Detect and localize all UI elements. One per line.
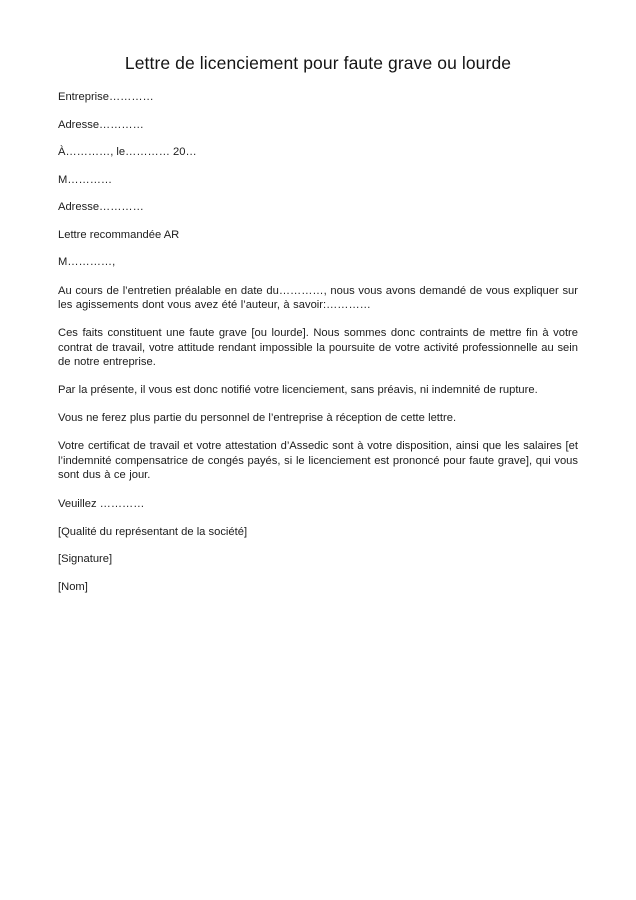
header-line-recipient: M………… — [58, 173, 113, 186]
header-line-company: Entreprise………… — [58, 91, 154, 103]
closing-signature-placeholder: [Signature] — [58, 553, 113, 566]
header-line-place-date: À…………, le………… 20… — [58, 146, 197, 158]
paragraph-notification: Par la présente, il vous est donc notifié votre licenciement, sans préavis, ni indemnité de rupture. — [58, 384, 538, 397]
closing-signatory-role: [Qualité du représentant de la société] — [58, 525, 248, 538]
salutation: M…………, — [58, 256, 116, 268]
header-line-delivery-method: Lettre recommandée AR — [58, 228, 180, 241]
letter-body-paragraphs — [58, 284, 578, 482]
paragraph-interview-summary: Au cours de l’entretien préalable en date du…………, nous vous avons demandé de vous expliquer sur les agissements dont vous avez été l’auteur, à savoir:………… — [58, 285, 578, 312]
closing-salutation: Veuillez ………… — [58, 498, 145, 511]
document-body — [58, 52, 578, 607]
paragraph-documents-and-pay: Votre certificat de travail et votre attestation d’Assedic sont à votre disposition, ainsi que les salaires [et l’indemnité compensatrice de congés payés, si le licenciement est prononcé pour faute grave], qui vous sont dus à ce jour. — [58, 440, 578, 481]
header-line-company-address: Adresse………… — [58, 118, 144, 131]
letter-header-block — [58, 90, 578, 242]
closing-name-placeholder: [Nom] — [58, 580, 88, 593]
paragraph-end-of-employment: Vous ne ferez plus partie du personnel de l’entreprise à réception de cette lettre. — [58, 412, 457, 425]
paragraph-grounds-for-dismissal: Ces faits constituent une faute grave [ou lourde]. Nous sommes donc contraints de mettre fin à votre contrat de travail, votre attitude rendant impossible la poursuite de votre activité professionnelle au sein de notre entreprise. — [58, 327, 578, 368]
page-title: Lettre de licenciement pour faute grave ou lourde — [124, 53, 512, 73]
letter-closing-block — [58, 497, 578, 594]
header-line-recipient-address: Adresse………… — [58, 201, 144, 213]
